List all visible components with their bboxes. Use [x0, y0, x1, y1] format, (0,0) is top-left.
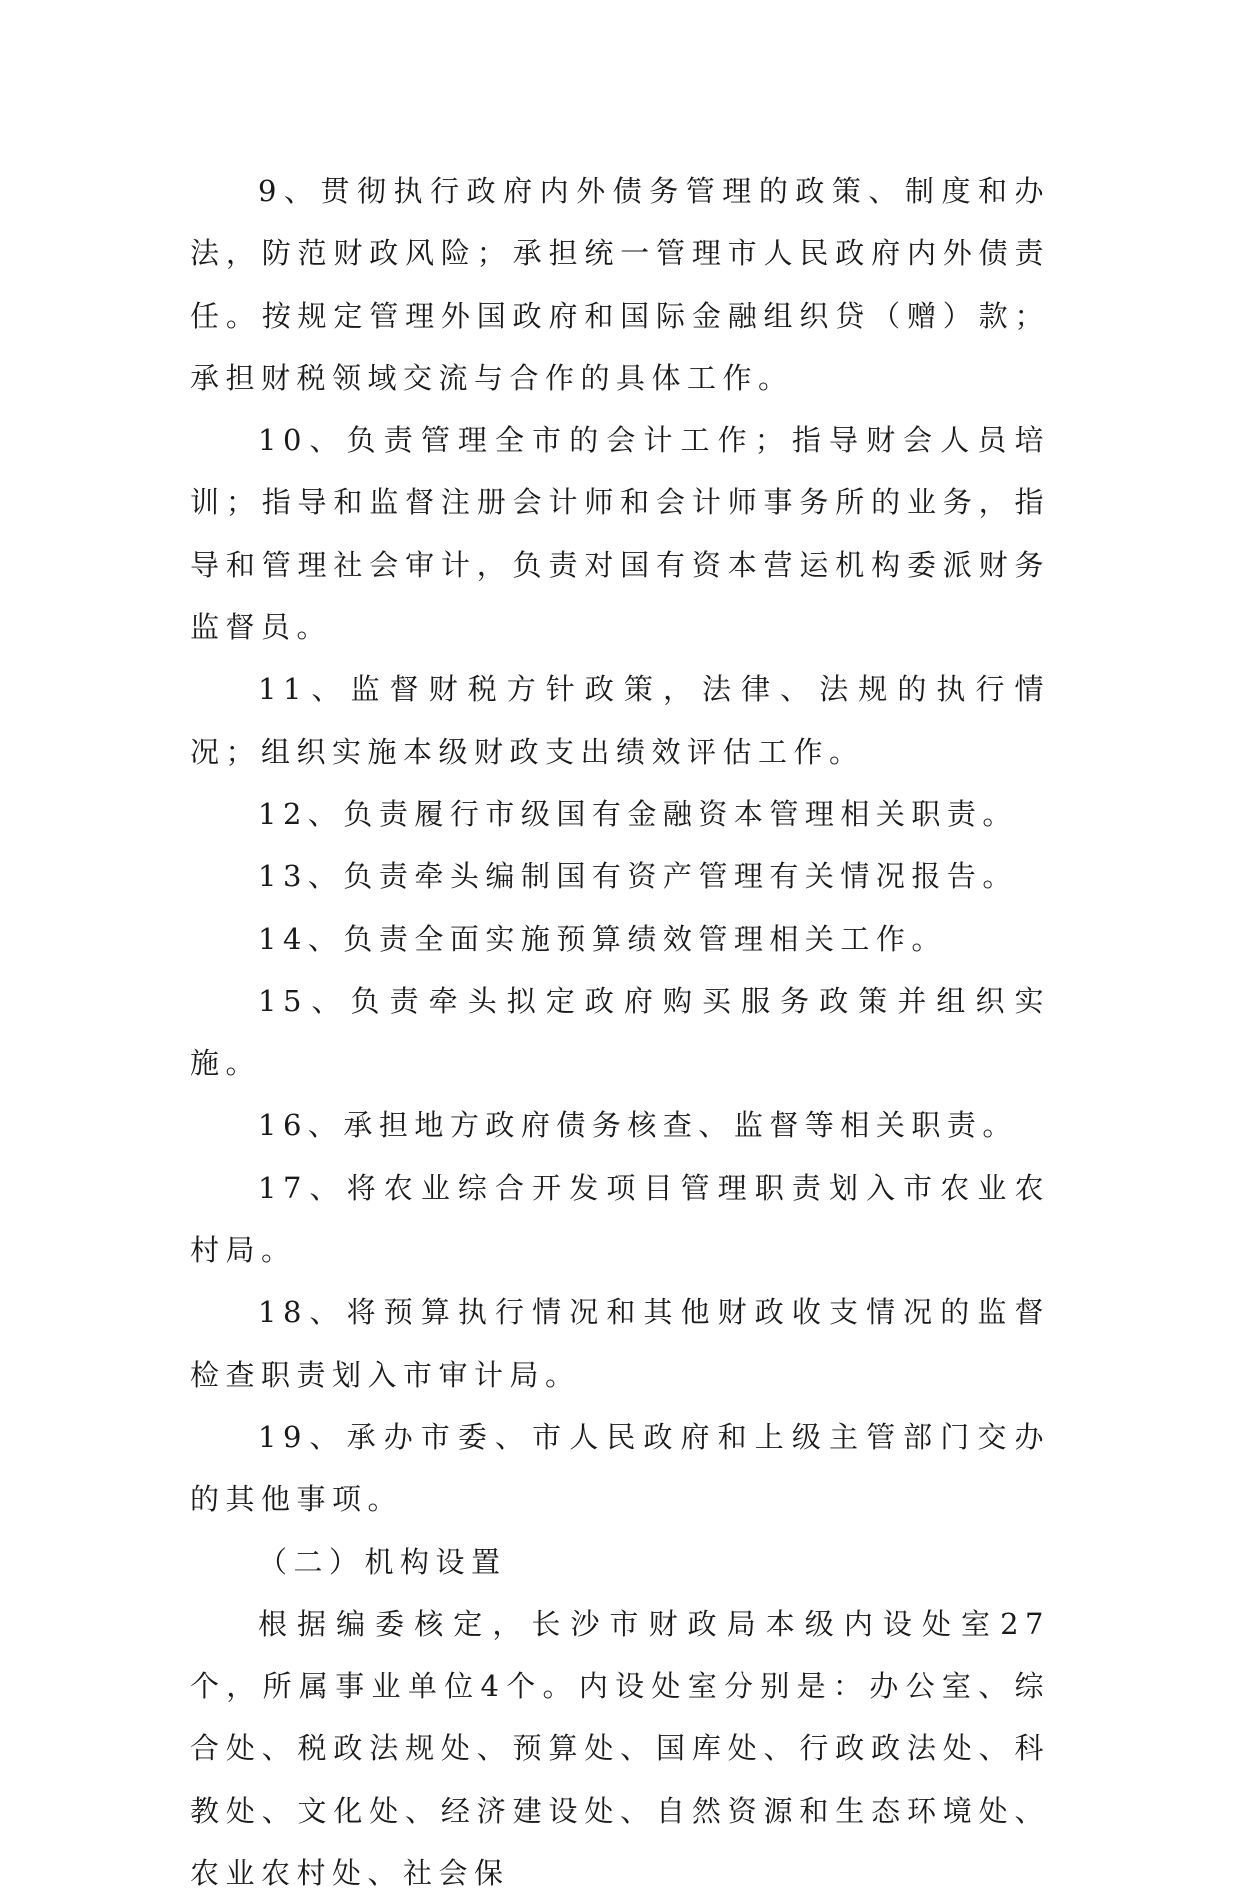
paragraph-item-17: 17、将农业综合开发项目管理职责划入市农业农村局。	[190, 1170, 1050, 1268]
closing-paragraph: 根据编委核定，长沙市财政局本级内设处室27个，所属事业单位4个。内设处室分别是：办公室、综合处、税政法规处、预算处、国库处、行政政法处、科教处、文化处、经济建设处、自然资源和生态环境处、农业农村处、社会保	[190, 1606, 1050, 1891]
paragraph-item-10: 10、负责管理全市的会计工作；指导财会人员培训；指导和监督注册会计师和会计师事务所的业务，指导和管理社会审计，负责对国有资本营运机构委派财务监督员。	[190, 423, 1050, 645]
section-heading: （二）机构设置	[258, 1544, 507, 1579]
paragraph-item-15: 15、负责牵头拟定政府购买服务政策并组织实施。	[190, 983, 1050, 1081]
paragraph-item-14: 14、负责全面实施预算绩效管理相关工作。	[258, 921, 947, 956]
paragraph-item-12: 12、负责履行市级国有金融资本管理相关职责。	[258, 796, 1018, 831]
paragraph-item-18: 18、将预算执行情况和其他财政收支情况的监督检查职责划入市审计局。	[190, 1295, 1050, 1392]
paragraph-item-19: 19、承办市委、市人民政府和上级主管部门交办的其他事项。	[190, 1419, 1050, 1517]
paragraph-item-13: 13、负责牵头编制国有资产管理有关情况报告。	[258, 859, 1018, 894]
paragraph-item-16: 16、承担地方政府债务核查、监督等相关职责。	[258, 1108, 1018, 1143]
paragraph-item-11: 11、监督财税方针政策，法律、法规的执行情况；组织实施本级财政支出绩效评估工作。	[190, 672, 1050, 769]
paragraph-item-9: 9、贯彻执行政府内外债务管理的政策、制度和办法，防范财政风险；承担统一管理市人民政府内外债责任。按规定管理外国政府和国际金融组织贷（赠）款；承担财税领域交流与合作的具体工作。	[190, 174, 1050, 395]
document-body	[190, 160, 1050, 1904]
